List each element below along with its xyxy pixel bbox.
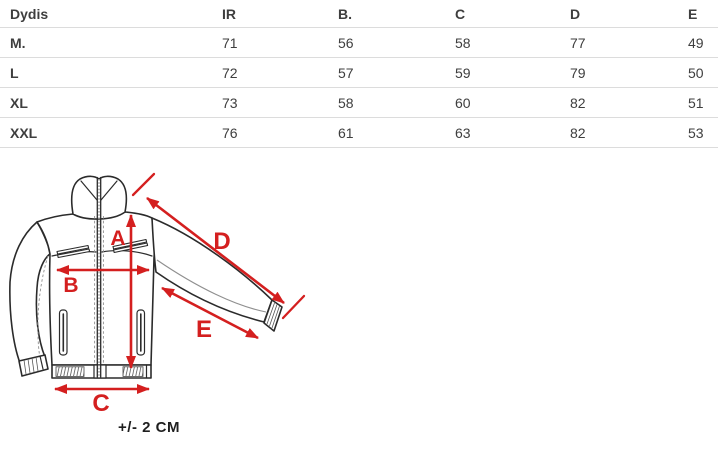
left-sleeve (10, 222, 51, 363)
value-cell: 73 (222, 94, 238, 111)
hem-zipper-box (94, 365, 106, 378)
label-b: B (63, 274, 79, 297)
table-header-row (0, 0, 718, 28)
value-cell: 82 (570, 94, 586, 111)
value-cell: 72 (222, 64, 238, 81)
value-cell: 57 (338, 64, 354, 81)
table-row (0, 118, 718, 148)
arrow-d-end-tick (283, 296, 304, 318)
value-cell: 50 (688, 64, 704, 81)
table-row (0, 58, 718, 88)
right-sleeve (152, 218, 272, 322)
table-row (0, 28, 718, 58)
header-ir: IR (222, 5, 236, 22)
value-cell: 79 (570, 64, 586, 81)
jacket-drawing (10, 176, 282, 378)
hem-rib-left (56, 367, 84, 377)
value-cell: 58 (338, 94, 354, 111)
header-c: C (455, 5, 466, 22)
value-cell: 56 (338, 34, 354, 51)
value-cell: 76 (222, 124, 238, 141)
header-e: E (688, 5, 698, 22)
label-c: C (92, 390, 110, 417)
label-a: A (110, 227, 126, 250)
header-d: D (570, 5, 581, 22)
size-cell: M. (10, 34, 26, 51)
jacket-diagram-svg (0, 148, 718, 454)
value-cell: 61 (338, 124, 354, 141)
value-cell: 77 (570, 34, 586, 51)
value-cell: 53 (688, 124, 704, 141)
label-d: D (213, 228, 231, 255)
size-table (0, 0, 718, 148)
value-cell: 59 (455, 64, 471, 81)
jacket-measurement-diagram (0, 148, 718, 454)
arrow-d-start-tick (133, 174, 154, 195)
value-cell: 60 (455, 94, 471, 111)
value-cell: 71 (222, 34, 238, 51)
hem-rib-right (123, 367, 143, 377)
value-cell: 58 (455, 34, 471, 51)
tolerance-note: +/- 2 CM (118, 419, 180, 436)
size-cell: XL (10, 94, 28, 111)
label-e: E (195, 316, 213, 343)
table-row (0, 88, 718, 118)
value-cell: 63 (455, 124, 471, 141)
value-cell: 51 (688, 94, 704, 111)
size-cell: L (10, 64, 19, 81)
size-cell: XXL (10, 124, 38, 141)
value-cell: 82 (570, 124, 586, 141)
header-b: B. (338, 5, 352, 22)
header-size: Dydis (10, 5, 49, 22)
left-lower-pocket (60, 310, 68, 355)
right-lower-pocket (137, 310, 145, 355)
value-cell: 49 (688, 34, 704, 51)
